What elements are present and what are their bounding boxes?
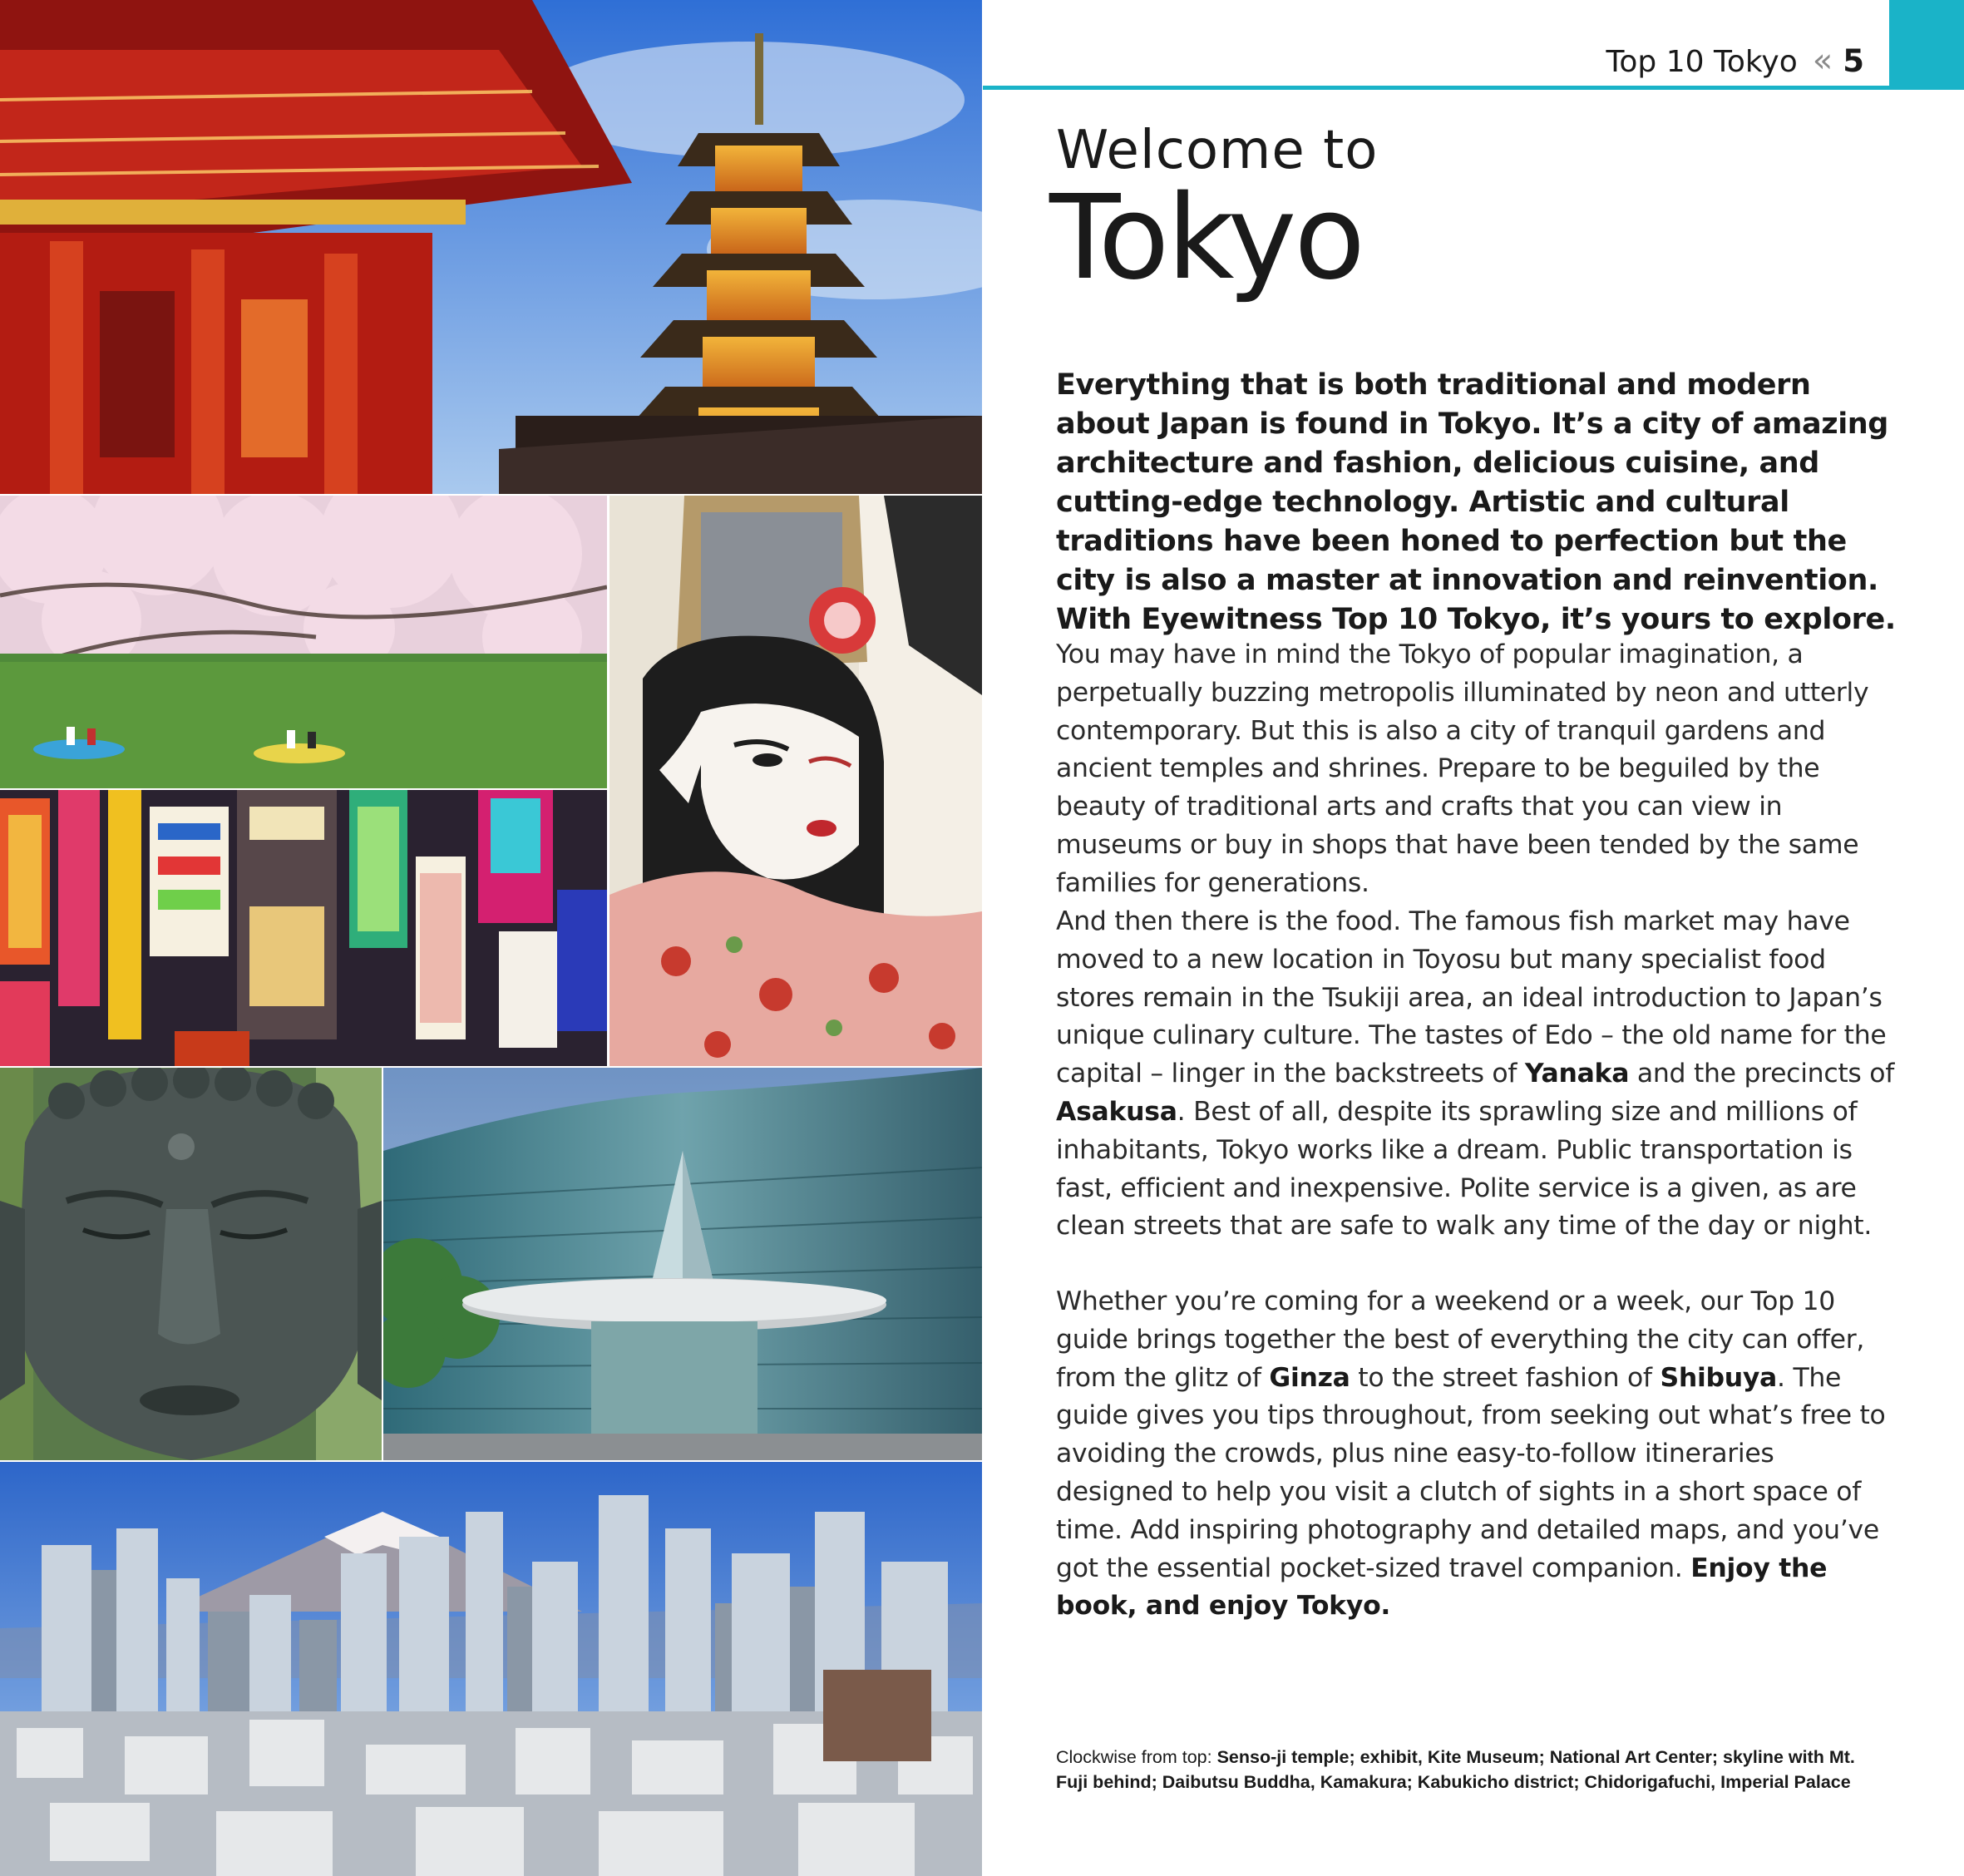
text-run: . The guide gives you tips throughout, from seeking out what’s free to avoiding the crowds, plus nine easy-to-follow itineraries designed to help you visit a clutch of sights in a short space of time. Add inspiring photography and detailed maps, and you’ve got the essential pocket-sized travel companion. [1056,1362,1886,1583]
text-run: and the precincts of [1629,1059,1894,1089]
photo-sensoji-temple [0,0,982,494]
running-header-text [1606,42,1864,80]
text-run: to the street fashion of [1350,1362,1661,1393]
photo-skyline-mt-fuji [0,1462,982,1876]
photo-caption [1056,1745,1888,1795]
place-name-shibuya: Shibuya [1660,1362,1778,1393]
double-chevron-icon: « [1812,42,1833,80]
page-title: Tokyo [1049,170,1363,306]
text-run: . Best of all, despite its sprawling size and millions of inhabitants, Tokyo works like a dream. Public transportation is fast, efficient and inexpensive. Polite service is a given, as are clean streets that are safe to walk any time of the day or night. [1056,1096,1873,1242]
place-name-yanaka: Yanaka [1524,1059,1630,1089]
header-rule [983,86,1964,90]
section-title: Top 10 Tokyo [1606,45,1798,79]
title-kicker: Welcome to [1056,120,1379,181]
photo-kabukicho [0,790,607,1066]
photo-national-art-center [383,1068,982,1460]
photo-chidorigafuchi [0,496,607,788]
closing-line: Enjoy the book, and enjoy Tokyo. [1056,1553,1828,1622]
text-run: And then there is the food. The famous fish market may have moved to a new location in Toyosu but many specialist food stores remain in the Tsukiji area, an ideal introduction to Japan’s unique culinary culture. The tastes of Edo – the old name for the capital – linger in the backstreets of [1056,906,1887,1089]
photo-daibutsu-buddha [0,1068,382,1460]
photo-kite-museum [609,496,982,1066]
place-name-asakusa: Asakusa [1056,1096,1177,1127]
intro-paragraph: Everything that is both traditional and modern about Japan is found in Tokyo. It’s a city of amazing architecture and fashion, delicious cuisine, and cutting-edge technology. Artistic and cultural traditions have been honed to perfection but the city is also a master at innovation and reinvention. With Eyewitness Top 10 Tokyo, it’s yours to explore. [1056,368,1896,636]
body-paragraph-3 [1056,1283,1896,1626]
caption-lead: Clockwise from top: [1056,1747,1217,1767]
body-paragraph-1: You may have in mind the Tokyo of popular imagination, a perpetually buzzing metropolis illuminated by neon and utterly contemporary. But this is also a city of tranquil gardens and ancient temples and shrines. Prepare to be beguiled by the beauty of traditional arts and crafts that you can view in museums or buy in shops that have been tended by the same families for generations. [1056,639,1869,898]
page-number: 5 [1843,43,1864,79]
running-header [983,0,1964,90]
header-color-tab [1889,0,1964,90]
text-run: Whether you’re coming for a weekend or a week, our Top 10 guide brings together the best of everything the city can offer, from the glitz of [1056,1286,1865,1393]
body-paragraph-2 [1056,903,1896,1246]
place-name-ginza: Ginza [1269,1362,1350,1393]
caption-list: Senso-ji temple; exhibit, Kite Museum; National Art Center; skyline with Mt. Fuji behind; Daibutsu Buddha, Kamakura; Kabukicho district; Chidorigafuchi, Imperial Palace [1056,1747,1855,1792]
